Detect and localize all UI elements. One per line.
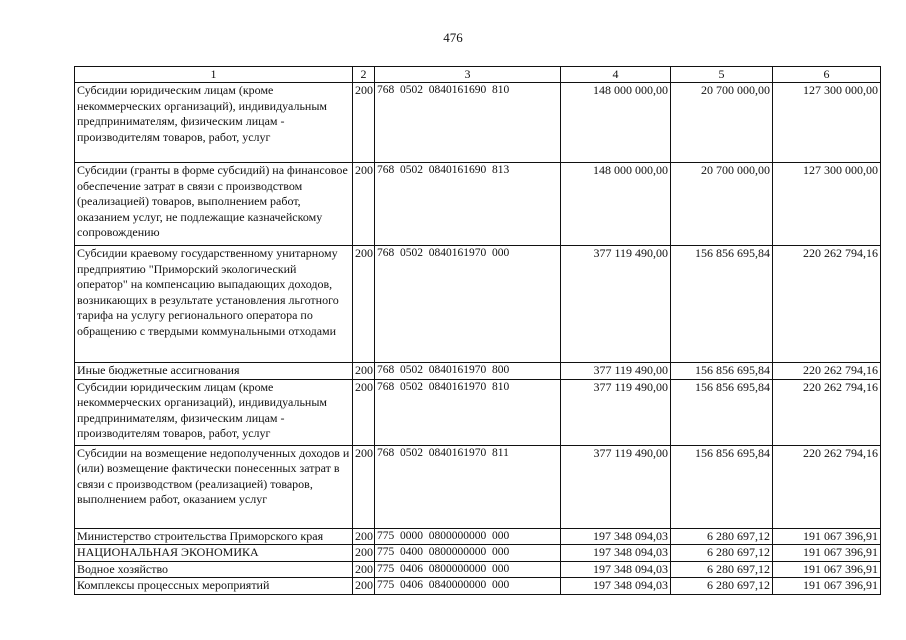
row-name: Субсидии краевому государственному унитарному предприятию "Приморский экологический оператор" на компенсацию выпадающих доходов, возникающих в результате установления льготного тарифа на услугу регионального оператора по обращению с твердыми коммунальными отходами (75, 246, 353, 363)
row-col4: 197 348 094,03 (561, 578, 671, 595)
table-row (75, 379, 881, 445)
table-row (75, 83, 881, 163)
row-col5: 20 700 000,00 (671, 163, 773, 246)
row-col6: 220 262 794,16 (773, 379, 881, 445)
row-col6: 220 262 794,16 (773, 445, 881, 528)
row-name: НАЦИОНАЛЬНАЯ ЭКОНОМИКА (75, 545, 353, 562)
row-col4: 197 348 094,03 (561, 545, 671, 562)
budget-table (74, 66, 881, 595)
page-number: 476 (443, 30, 463, 45)
row-col4: 377 119 490,00 (561, 379, 671, 445)
table-row (75, 578, 881, 595)
row-name: Субсидии (гранты в форме субсидий) на финансовое обеспечение затрат в связи с производством (реализацией) товаров, выполнением работ, оказанием услуг, не подлежащие казначейскому сопровождению (75, 163, 353, 246)
row-col5: 6 280 697,12 (671, 578, 773, 595)
column-header: 2 (353, 67, 375, 83)
row-col6: 191 067 396,91 (773, 545, 881, 562)
row-col5: 6 280 697,12 (671, 528, 773, 545)
row-col6: 220 262 794,16 (773, 246, 881, 363)
row-col2: 200 (353, 163, 375, 246)
row-col5: 6 280 697,12 (671, 561, 773, 578)
row-name: Субсидии на возмещение недополученных доходов и (или) возмещение фактически понесенных затрат в связи с производством (реализацией) товаров, выполнением работ, оказанием услуг (75, 445, 353, 528)
row-col2: 200 (353, 578, 375, 595)
column-header: 6 (773, 67, 881, 83)
row-col2: 200 (353, 363, 375, 380)
row-col2: 200 (353, 445, 375, 528)
row-col5: 156 856 695,84 (671, 445, 773, 528)
row-name: Комплексы процессных мероприятий (75, 578, 353, 595)
row-col6: 127 300 000,00 (773, 83, 881, 163)
table-header-row (75, 67, 881, 83)
column-header: 4 (561, 67, 671, 83)
row-name: Иные бюджетные ассигнования (75, 363, 353, 380)
row-col6: 127 300 000,00 (773, 163, 881, 246)
row-code: 768 0502 0840161970 000 (375, 246, 561, 363)
row-col2: 200 (353, 528, 375, 545)
row-col5: 20 700 000,00 (671, 83, 773, 163)
table-row (75, 445, 881, 528)
row-col6: 220 262 794,16 (773, 363, 881, 380)
row-name: Министерство строительства Приморского края (75, 528, 353, 545)
row-name: Субсидии юридическим лицам (кроме некоммерческих организаций), индивидуальным предпринимателям, физическим лицам - производителям товаров, работ, услуг (75, 83, 353, 163)
column-header: 3 (375, 67, 561, 83)
row-code: 775 0406 0840000000 000 (375, 578, 561, 595)
row-code: 775 0000 0800000000 000 (375, 528, 561, 545)
row-col4: 197 348 094,03 (561, 528, 671, 545)
row-code: 768 0502 0840161970 811 (375, 445, 561, 528)
table-row (75, 246, 881, 363)
table-row (75, 528, 881, 545)
row-name: Водное хозяйство (75, 561, 353, 578)
row-col2: 200 (353, 545, 375, 562)
row-col6: 191 067 396,91 (773, 528, 881, 545)
table-row (75, 561, 881, 578)
row-col4: 148 000 000,00 (561, 83, 671, 163)
table-row (75, 363, 881, 380)
row-code: 768 0502 0840161970 800 (375, 363, 561, 380)
row-col5: 156 856 695,84 (671, 246, 773, 363)
row-code: 768 0502 0840161690 813 (375, 163, 561, 246)
row-code: 768 0502 0840161690 810 (375, 83, 561, 163)
row-col5: 156 856 695,84 (671, 363, 773, 380)
row-name: Субсидии юридическим лицам (кроме некоммерческих организаций), индивидуальным предпринимателям, физическим лицам - производителям товаров, работ, услуг (75, 379, 353, 445)
table-row (75, 545, 881, 562)
row-col4: 377 119 490,00 (561, 363, 671, 380)
row-code: 775 0400 0800000000 000 (375, 545, 561, 562)
row-col4: 148 000 000,00 (561, 163, 671, 246)
row-col2: 200 (353, 246, 375, 363)
row-col4: 377 119 490,00 (561, 246, 671, 363)
column-header: 1 (75, 67, 353, 83)
row-code: 768 0502 0840161970 810 (375, 379, 561, 445)
row-col6: 191 067 396,91 (773, 561, 881, 578)
row-col5: 6 280 697,12 (671, 545, 773, 562)
row-col2: 200 (353, 83, 375, 163)
row-col4: 377 119 490,00 (561, 445, 671, 528)
row-col6: 191 067 396,91 (773, 578, 881, 595)
row-col5: 156 856 695,84 (671, 379, 773, 445)
row-col2: 200 (353, 561, 375, 578)
row-col2: 200 (353, 379, 375, 445)
row-col4: 197 348 094,03 (561, 561, 671, 578)
table-row (75, 163, 881, 246)
row-code: 775 0406 0800000000 000 (375, 561, 561, 578)
column-header: 5 (671, 67, 773, 83)
